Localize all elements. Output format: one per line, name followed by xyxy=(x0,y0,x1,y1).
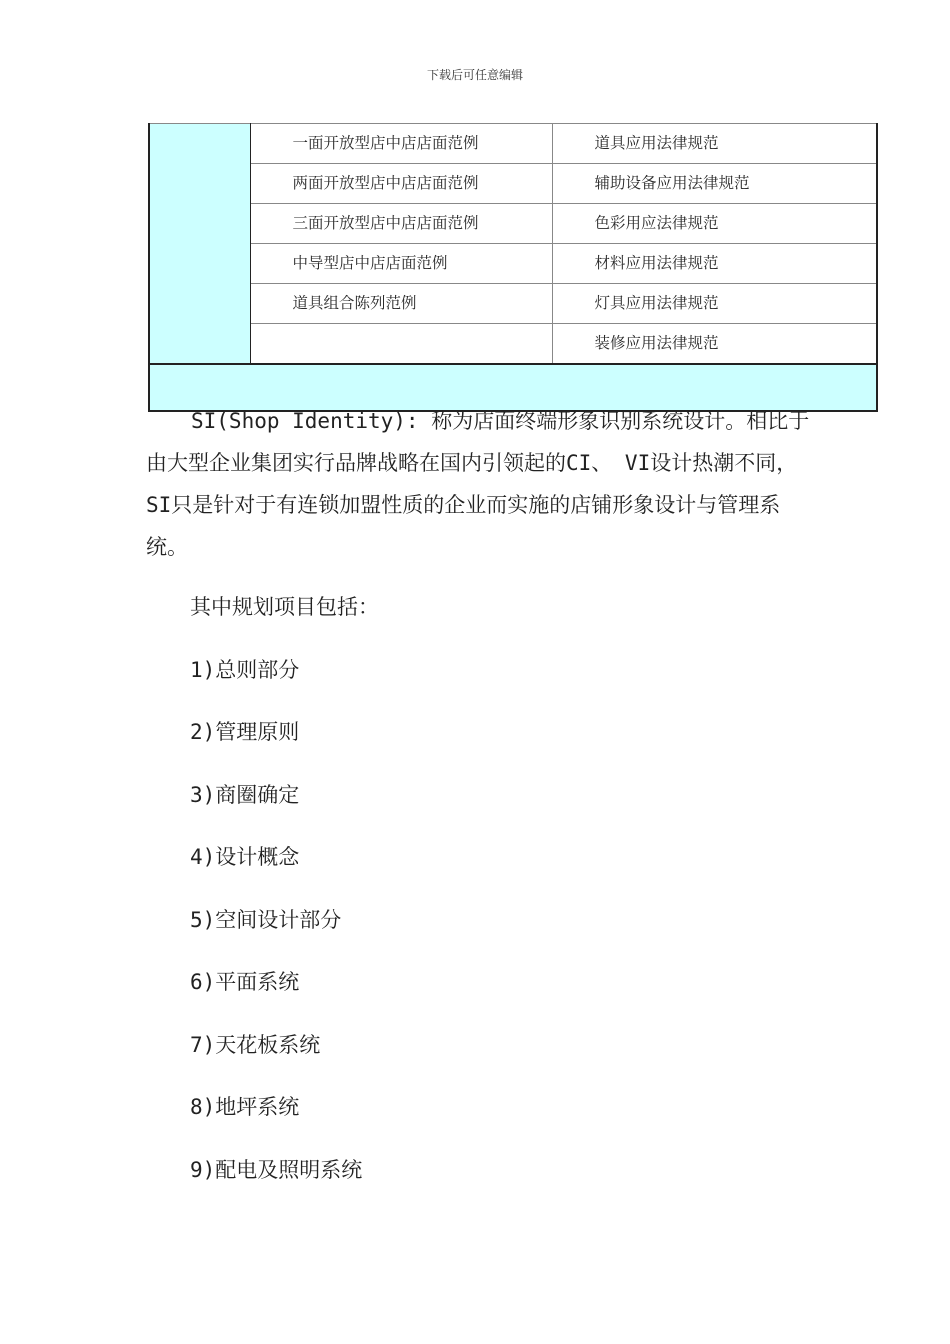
table-cell-left: 三面开放型店中店店面范例 xyxy=(250,204,552,244)
table-row xyxy=(149,244,877,284)
table-cell-left: 一面开放型店中店店面范例 xyxy=(250,124,552,164)
table-cell-right: 材料应用法律规范 xyxy=(552,244,877,284)
list-item: 7)天花板系统 xyxy=(190,1032,321,1057)
table-cell-right: 辅助设备应用法律规范 xyxy=(552,164,877,204)
page-header-note: 下载后可任意编辑 xyxy=(426,68,523,82)
planning-list xyxy=(190,588,379,1213)
table-row xyxy=(149,164,877,204)
table-cell-left xyxy=(250,324,552,365)
table-cell-left: 中导型店中店店面范例 xyxy=(250,244,552,284)
table-row xyxy=(149,284,877,324)
list-item: 2)管理原则 xyxy=(190,720,300,744)
table-cell-right: 道具应用法律规范 xyxy=(552,124,877,164)
list-item: 9)配电及照明系统 xyxy=(190,1157,363,1182)
list-item: 8)地坪系统 xyxy=(190,1095,300,1119)
table-side-cell xyxy=(149,124,250,365)
table-row xyxy=(149,324,877,365)
standards-table xyxy=(148,123,878,412)
list-item: 1)总则部分 xyxy=(190,657,300,682)
list-item: 6)平面系统 xyxy=(190,970,300,994)
table-row xyxy=(149,124,877,164)
table-cell-right: 装修应用法律规范 xyxy=(552,324,877,365)
list-intro: 其中规划项目包括： xyxy=(190,595,379,619)
table-cell-right: 灯具应用法律规范 xyxy=(552,284,877,324)
table-row xyxy=(149,204,877,244)
table-cell-right: 色彩用应法律规范 xyxy=(552,204,877,244)
table-cell-left: 道具组合陈列范例 xyxy=(250,284,552,324)
list-item: 4)设计概念 xyxy=(190,845,300,869)
list-item: 5)空间设计部分 xyxy=(190,907,342,932)
body-text xyxy=(146,400,811,568)
table-cell-left: 两面开放型店中店店面范例 xyxy=(250,164,552,204)
list-item: 3)商圈确定 xyxy=(190,782,300,807)
si-paragraph: SI(Shop Identity): 称为店面终端形象识别系统设计。相比于由大型企业集团实行品牌战略在国内引领起的CI、 VI设计热潮不同，SI只是针对于有连锁加盟性质的企业而实施的店铺形象设计与管理系统。 xyxy=(146,409,810,559)
